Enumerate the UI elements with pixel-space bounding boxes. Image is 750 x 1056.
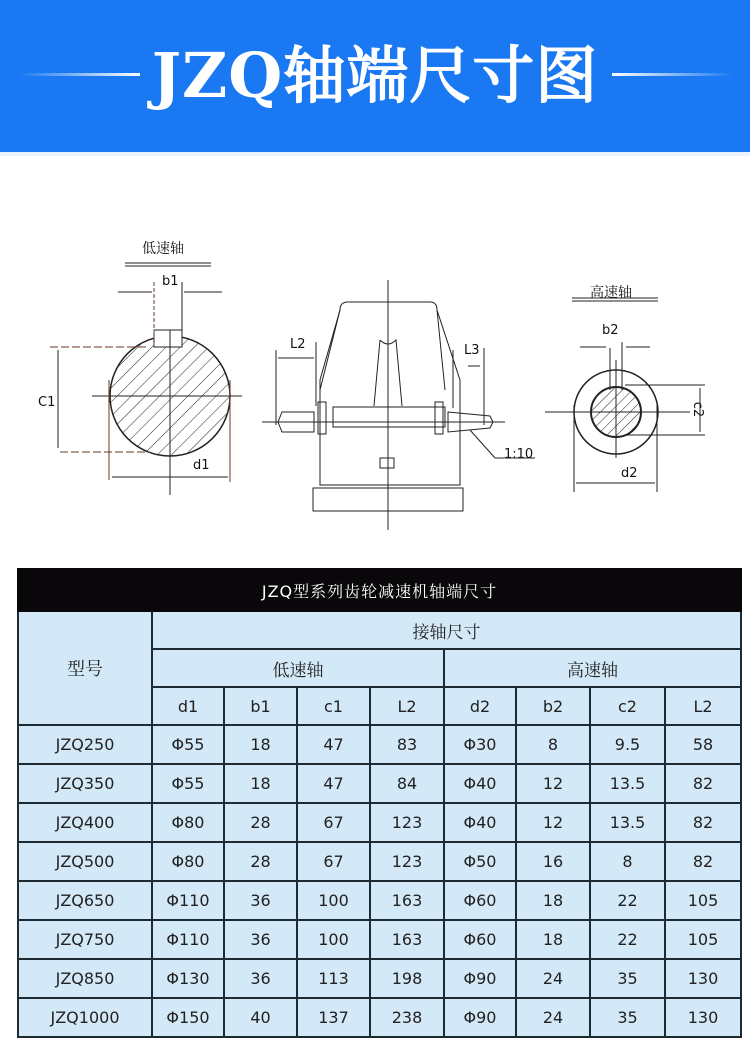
cell-l2-high: 105 — [665, 881, 741, 920]
low-speed-shaft-header: 低速轴 — [152, 649, 444, 687]
col-header-l2-low: L2 — [370, 687, 444, 725]
label-c2: c2 — [690, 401, 706, 418]
model-header: 型号 — [18, 611, 152, 725]
label-d2: d2 — [621, 466, 638, 481]
cell-l2-low: 123 — [370, 803, 444, 842]
technical-drawing — [0, 230, 750, 530]
cell-c2: 22 — [590, 920, 665, 959]
label-l2: L2 — [290, 337, 306, 352]
cell-model: JZQ1000 — [18, 998, 152, 1037]
cell-c2: 13.5 — [590, 764, 665, 803]
table-row — [18, 881, 741, 920]
cell-c2: 8 — [590, 842, 665, 881]
cell-l2-high: 130 — [665, 998, 741, 1037]
cell-d2: Φ40 — [444, 764, 516, 803]
cell-d2: Φ30 — [444, 725, 516, 764]
cell-d1: Φ80 — [152, 842, 224, 881]
table-row — [18, 842, 741, 881]
cell-c2: 22 — [590, 881, 665, 920]
cell-l2-high: 82 — [665, 803, 741, 842]
cell-b2: 12 — [516, 803, 590, 842]
cell-c2: 35 — [590, 959, 665, 998]
cell-b1: 36 — [224, 959, 297, 998]
cell-d2: Φ90 — [444, 959, 516, 998]
cell-b2: 24 — [516, 959, 590, 998]
cell-model: JZQ650 — [18, 881, 152, 920]
cell-d1: Φ55 — [152, 725, 224, 764]
cell-d2: Φ60 — [444, 881, 516, 920]
cell-b2: 24 — [516, 998, 590, 1037]
cell-l2-high: 82 — [665, 842, 741, 881]
cell-model: JZQ750 — [18, 920, 152, 959]
col-header-d2: d2 — [444, 687, 516, 725]
cell-c1: 100 — [297, 881, 370, 920]
low-speed-shaft-title: 低速轴 — [142, 241, 184, 257]
table-row — [18, 920, 741, 959]
cell-c2: 13.5 — [590, 803, 665, 842]
cell-d1: Φ150 — [152, 998, 224, 1037]
cell-c2: 9.5 — [590, 725, 665, 764]
table-row — [18, 959, 741, 998]
cell-l2-high: 130 — [665, 959, 741, 998]
cell-b1: 36 — [224, 920, 297, 959]
col-header-d1: d1 — [152, 687, 224, 725]
cell-c1: 137 — [297, 998, 370, 1037]
cell-b2: 8 — [516, 725, 590, 764]
cell-c1: 67 — [297, 803, 370, 842]
cell-d2: Φ40 — [444, 803, 516, 842]
label-b1: b1 — [162, 274, 179, 289]
cell-c1: 113 — [297, 959, 370, 998]
high-speed-shaft-header: 高速轴 — [444, 649, 741, 687]
connecting-dimension-header: 接轴尺寸 — [152, 611, 741, 649]
shaft-dimension-diagram — [0, 230, 750, 530]
cell-c1: 47 — [297, 725, 370, 764]
cell-c1: 100 — [297, 920, 370, 959]
cell-l2-high: 82 — [665, 764, 741, 803]
cell-b1: 28 — [224, 842, 297, 881]
cell-b1: 36 — [224, 881, 297, 920]
cell-b2: 18 — [516, 881, 590, 920]
cell-model: JZQ350 — [18, 764, 152, 803]
cell-model: JZQ850 — [18, 959, 152, 998]
table-title: JZQ型系列齿轮减速机轴端尺寸 — [18, 569, 741, 611]
cell-b1: 28 — [224, 803, 297, 842]
label-l3: L3 — [464, 343, 480, 358]
cell-c1: 47 — [297, 764, 370, 803]
page-title: JZQ轴端尺寸图 — [151, 39, 599, 112]
cell-d1: Φ130 — [152, 959, 224, 998]
cell-b1: 18 — [224, 725, 297, 764]
cell-d2: Φ90 — [444, 998, 516, 1037]
high-speed-shaft-title: 高速轴 — [590, 285, 632, 301]
cell-b2: 12 — [516, 764, 590, 803]
banner-decor-line-right — [612, 73, 734, 76]
cell-b2: 16 — [516, 842, 590, 881]
label-b2: b2 — [602, 323, 619, 338]
cell-d1: Φ110 — [152, 920, 224, 959]
col-header-b1: b1 — [224, 687, 297, 725]
cell-b1: 18 — [224, 764, 297, 803]
table-row — [18, 803, 741, 842]
col-header-b2: b2 — [516, 687, 590, 725]
cell-l2-low: 84 — [370, 764, 444, 803]
col-header-c2: c2 — [590, 687, 665, 725]
col-header-c1: c1 — [297, 687, 370, 725]
cell-l2-low: 83 — [370, 725, 444, 764]
cell-d1: Φ80 — [152, 803, 224, 842]
cell-c2: 35 — [590, 998, 665, 1037]
cell-model: JZQ250 — [18, 725, 152, 764]
cell-l2-high: 105 — [665, 920, 741, 959]
label-d1: d1 — [193, 458, 210, 473]
cell-l2-low: 163 — [370, 920, 444, 959]
cell-d2: Φ60 — [444, 920, 516, 959]
cell-d2: Φ50 — [444, 842, 516, 881]
cell-b1: 40 — [224, 998, 297, 1037]
cell-c1: 67 — [297, 842, 370, 881]
col-header-l2-high: L2 — [665, 687, 741, 725]
cell-l2-low: 163 — [370, 881, 444, 920]
cell-l2-low: 198 — [370, 959, 444, 998]
cell-d1: Φ110 — [152, 881, 224, 920]
label-c1: C1 — [38, 395, 56, 410]
cell-l2-low: 123 — [370, 842, 444, 881]
table-row — [18, 764, 741, 803]
cell-model: JZQ400 — [18, 803, 152, 842]
cell-d1: Φ55 — [152, 764, 224, 803]
banner-divider — [0, 152, 750, 156]
label-taper-ratio: 1:10 — [504, 447, 534, 462]
header-banner — [0, 0, 750, 152]
shaft-dimension-table — [17, 568, 742, 1038]
cell-b2: 18 — [516, 920, 590, 959]
cell-l2-high: 58 — [665, 725, 741, 764]
cell-l2-low: 238 — [370, 998, 444, 1037]
table-row — [18, 725, 741, 764]
table-row — [18, 998, 741, 1037]
cell-model: JZQ500 — [18, 842, 152, 881]
